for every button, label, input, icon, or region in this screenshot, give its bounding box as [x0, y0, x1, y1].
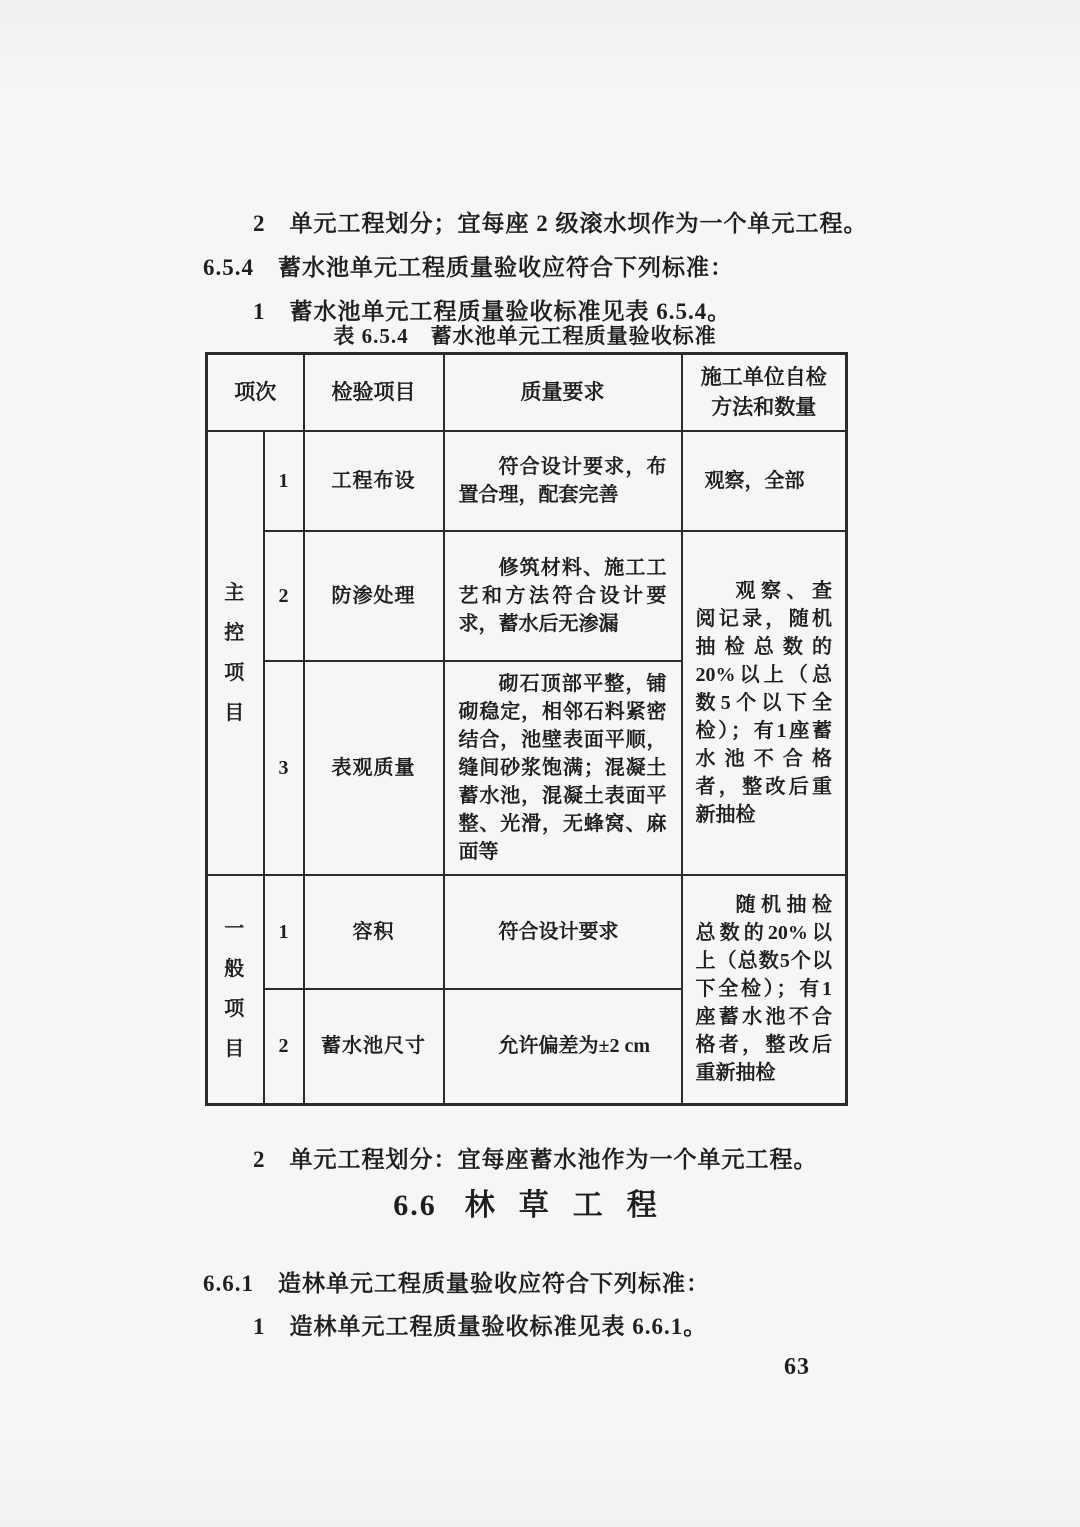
row-number: 2 [264, 989, 304, 1105]
list-item-number: 2 [253, 1147, 266, 1172]
inspection-item: 表观质量 [304, 661, 444, 875]
clause-6-6-1 [203, 1269, 710, 1299]
self-check-method-merged: 观察、查阅记录，随机抽检总数的20%以上（总数5个以下全检）；有1座蓄水池不合格者，整改后重新抽检 [682, 531, 847, 875]
inspection-item: 蓄水池尺寸 [304, 989, 444, 1105]
column-header-self-check-method [682, 354, 847, 431]
section-heading-6-6 [205, 1180, 845, 1224]
column-header-item-no: 项次 [207, 354, 304, 431]
paragraph-text: 单元工程划分；宜每座 2 级滚水坝作为一个单元工程。 [289, 211, 868, 236]
paragraph-text: 造林单元工程质量验收标准见表 6.6.1。 [289, 1314, 708, 1339]
clause-number: 6.5.4 [203, 255, 254, 280]
section-title: 林草工程 [464, 1189, 681, 1222]
list-item-number: 1 [253, 1314, 266, 1339]
list-item-number: 2 [253, 211, 266, 236]
paragraph-forest-table-reference [253, 1312, 707, 1342]
self-check-method-merged: 随机抽检总数的20%以上（总数5个以下全检）；有1座蓄水池不合格者，整改后重新抽检 [682, 875, 847, 1105]
quality-requirement: 符合设计要求 [444, 875, 682, 989]
row-number: 1 [264, 875, 304, 989]
quality-requirement: 允许偏差为±2 cm [444, 989, 682, 1105]
category-main-control-items: 主控项目 [207, 431, 264, 875]
column-header-quality-requirement: 质量要求 [444, 354, 682, 431]
table-row [207, 431, 847, 531]
header-line-2: 方法和数量 [711, 395, 817, 420]
quality-requirement: 砌石顶部平整，铺砌稳定，相邻石料紧密结合，池壁表面平顺，缝间砂浆饱满；混凝土蓄水池，混凝土表面平整、光滑，无蜂窝、麻面等 [444, 661, 682, 875]
paragraph-dam-unit-division [253, 209, 868, 239]
table-title: 表 6.5.4 蓄水池单元工程质量验收标准 [333, 324, 717, 348]
paragraph-text: 单元工程划分：宜每座蓄水池作为一个单元工程。 [289, 1147, 818, 1172]
inspection-item: 防渗处理 [304, 531, 444, 661]
list-item-number: 1 [253, 299, 266, 324]
clause-number: 6.6.1 [203, 1271, 254, 1296]
header-line-1: 施工单位自检 [700, 365, 827, 390]
self-check-method: 观察，全部 [682, 431, 847, 531]
page-number: 63 [784, 1354, 810, 1380]
row-number: 3 [264, 661, 304, 875]
clause-text: 造林单元工程质量验收应符合下列标准： [278, 1271, 710, 1296]
clause-6-5-4 [203, 253, 734, 283]
quality-requirement: 符合设计要求，布置合理，配套完善 [444, 431, 682, 531]
column-header-inspection-item: 检验项目 [304, 354, 444, 431]
section-number: 6.6 [393, 1189, 437, 1222]
paragraph-pool-unit-division [253, 1145, 818, 1175]
inspection-item: 工程布设 [304, 431, 444, 531]
category-general-items: 一般项目 [207, 875, 264, 1105]
quality-requirement: 修筑材料、施工工艺和方法符合设计要求，蓄水后无渗漏 [444, 531, 682, 661]
row-number: 1 [264, 431, 304, 531]
table-row [207, 531, 847, 661]
table-row [207, 875, 847, 989]
table-header-row [207, 354, 847, 431]
row-number: 2 [264, 531, 304, 661]
quality-acceptance-table [205, 352, 848, 1106]
inspection-item: 容积 [304, 875, 444, 989]
paragraph-text: 蓄水池单元工程质量验收标准见表 6.5.4。 [289, 299, 732, 324]
clause-text: 蓄水池单元工程质量验收应符合下列标准： [278, 255, 734, 280]
